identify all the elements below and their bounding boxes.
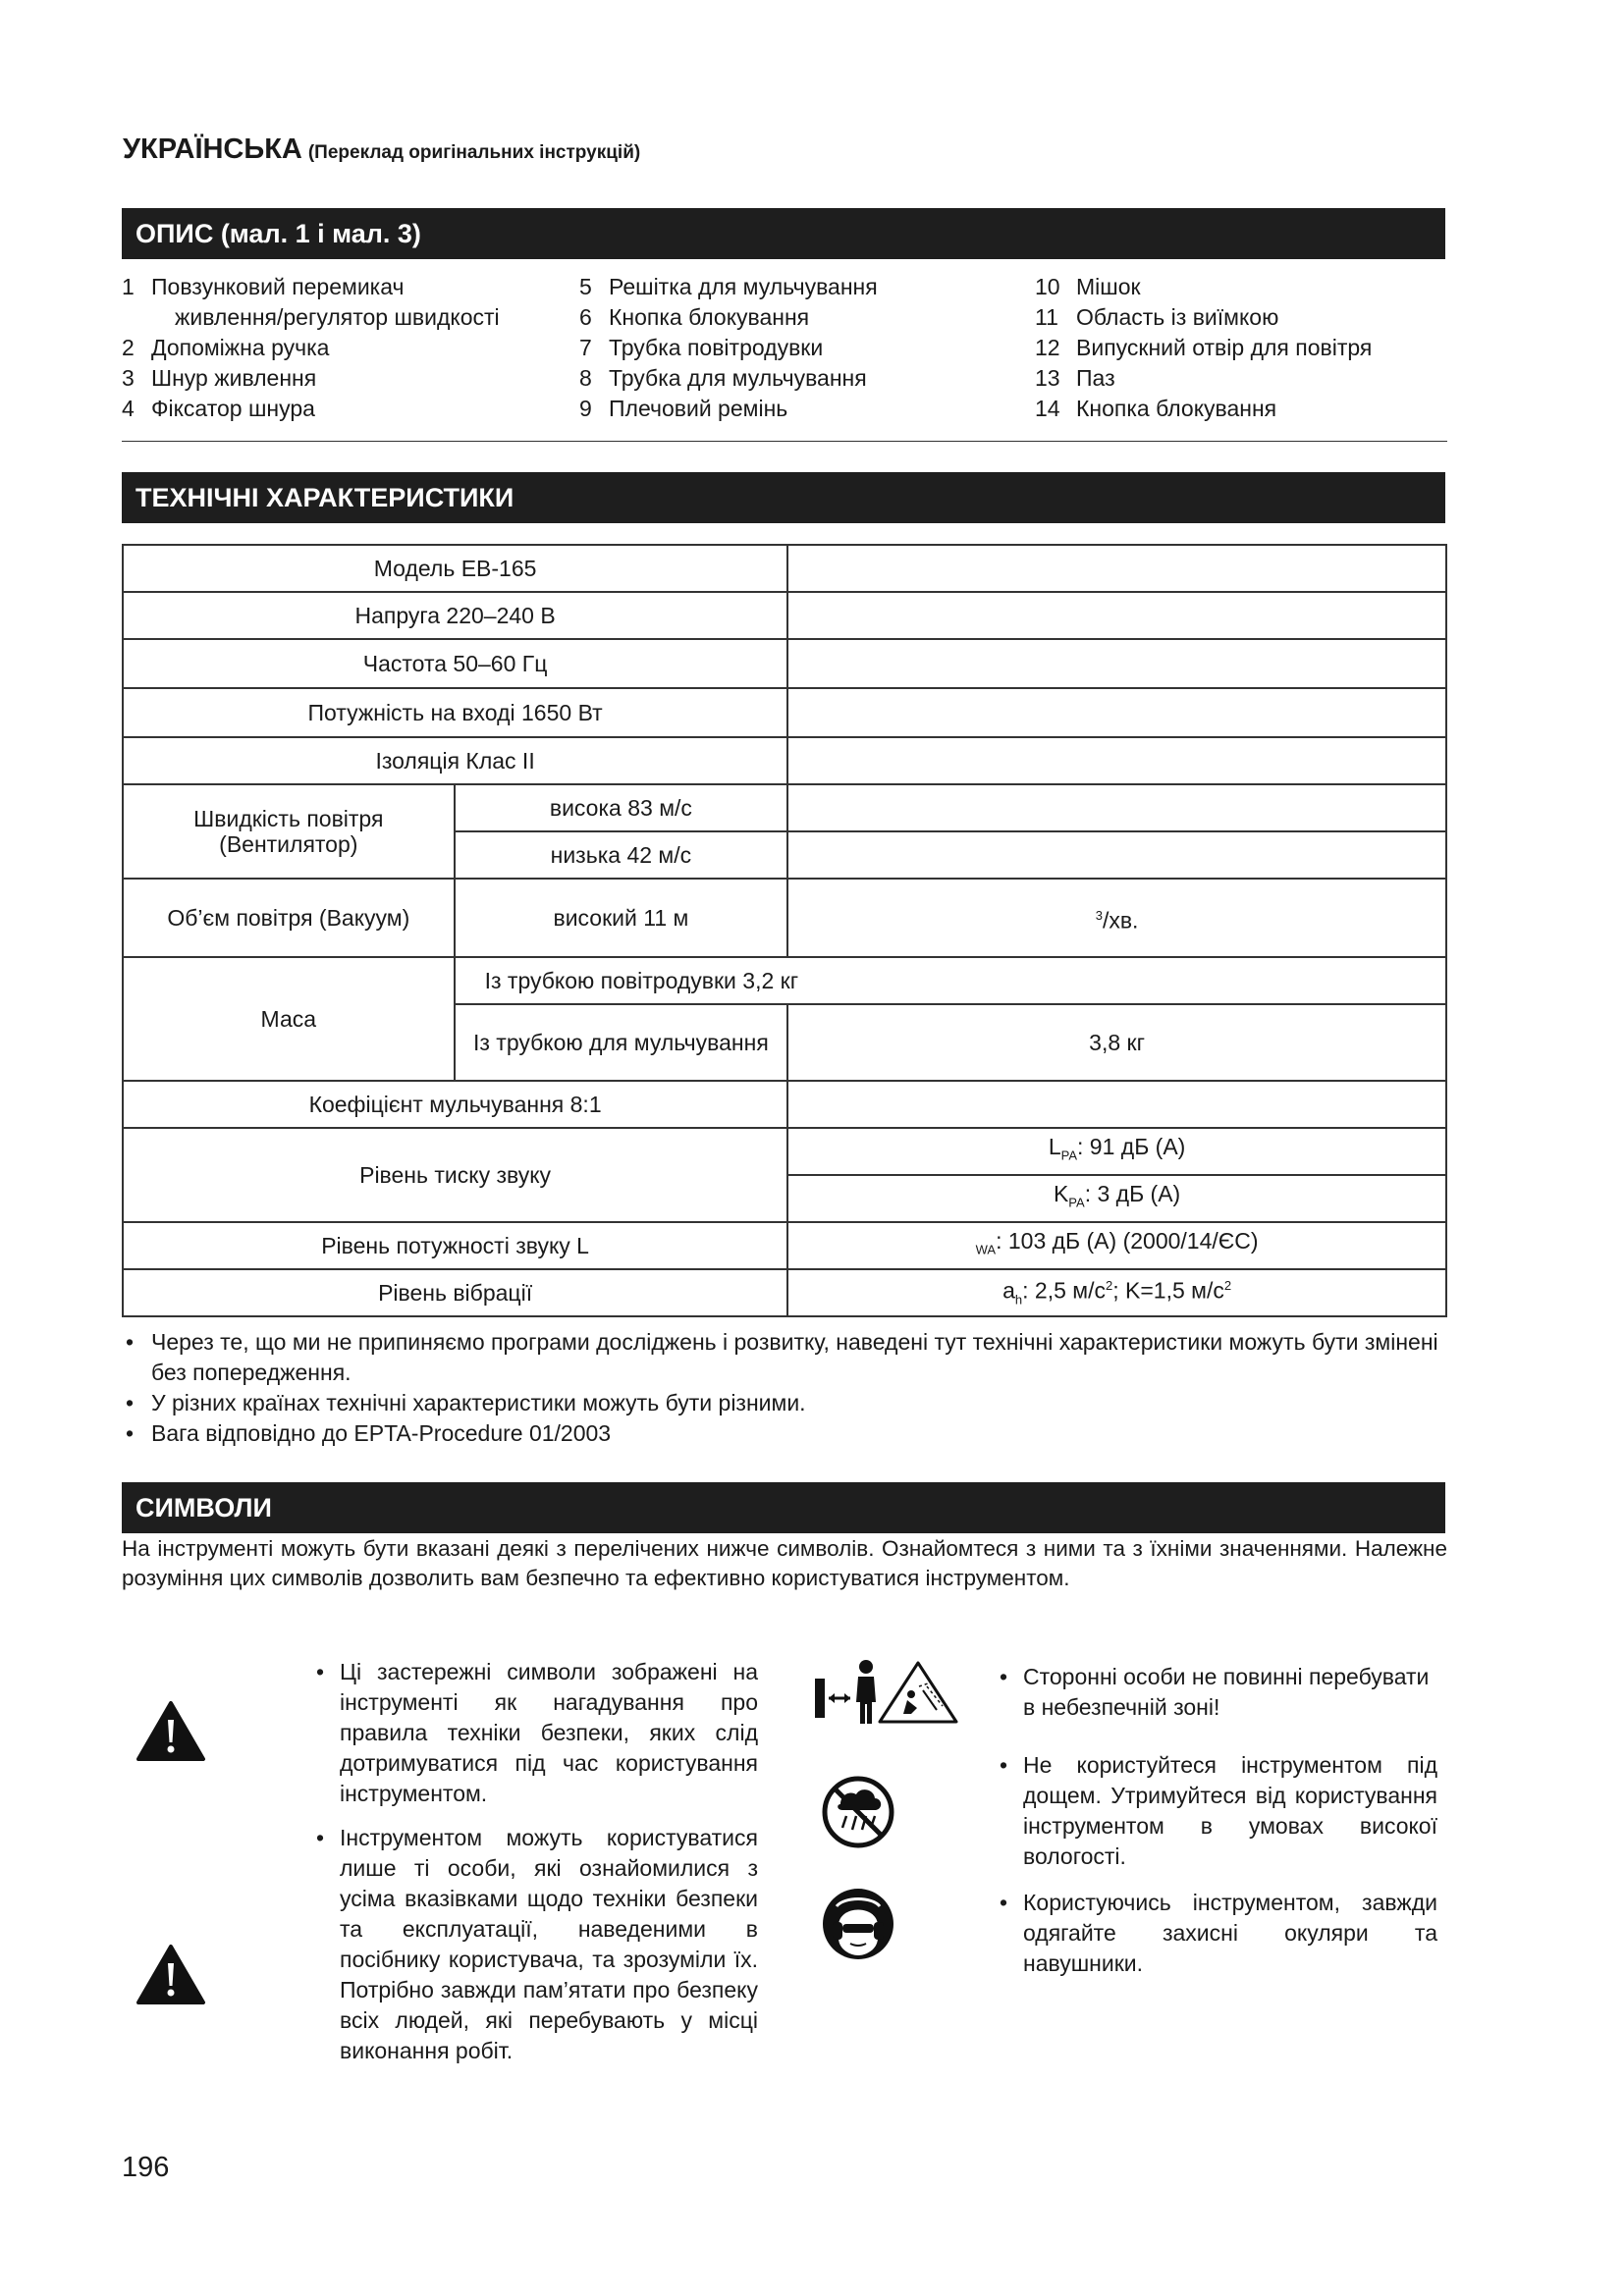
list-item: 6 Кнопка блокування [579,304,810,330]
spec-mass-blower: Із трубкою повітродувки 3,2 кг [455,957,1446,1004]
spec-air-speed-low: низька 42 м/с [455,831,788,879]
page-title [123,133,640,166]
spec-air-volume-unit: $^3$/хв. [787,879,1446,957]
list-item: • У різних країнах технічні характеристики можуть бути різними. [126,1390,806,1415]
table-row [123,639,1446,688]
list-item: • Інструментом можуть користуватися лише ті особи, які ознайомилися з усіма вказівками щодо техніки безпеки та експлуатації, наведеними в посібнику користувача, та зрозуміли їх. Потрібно завжди пам’ятати про безпеку всіх людей, які перебувають у місці виконання робіт. [316,1825,758,2063]
list-item: 13 Паз [1035,365,1115,391]
list-item: 10 Мішок [1035,274,1141,299]
spec-sound-pressure-label: Рівень тиску звуку [123,1128,787,1222]
warning-icon [135,1944,206,2006]
list-item: 5 Решітка для мульчування [579,274,878,299]
spec-air-volume-value: високий 11 м [455,879,788,957]
list-item: 3 Шнур живлення [122,365,317,391]
list-item: • Вага відповідно до EPTA-Procedure 01/2003 [126,1420,612,1446]
spec-lwa: $_{WA}$: 103 дБ (A) (2000/14/ЄС) [787,1222,1446,1269]
symbols-right-text [1000,1662,1437,1979]
list-item: 12 Випускний отвір для повітря [1035,335,1373,360]
table-row [123,879,1446,957]
page-number: 196 [122,2152,170,2183]
parts-list-col3 [1035,272,1372,424]
table-row [123,1128,1446,1175]
table-row [123,592,1446,639]
spec-mulch-ratio: Коефіцієнт мульчування 8:1 [123,1081,787,1128]
keep-distance-icon [813,1657,960,1728]
list-item: 4 Фіксатор шнура [122,396,315,421]
section-description-header: ОПИС (мал. 1 і мал. 3) [122,208,1445,259]
table-row [123,545,1446,592]
spec-air-speed-label: Швидкість повітря (Вентилятор) [123,784,455,879]
spec-frequency: Частота 50–60 Гц [123,639,787,688]
list-item: • Сторонні особи не повинні перебувати в небезпечній зоні! [1000,1664,1430,1720]
spec-air-volume-label: Об’єм повітря (Вакуум) [123,879,455,957]
list-item: 14 Кнопка блокування [1035,396,1277,421]
section-specs-header: ТЕХНІЧНІ ХАРАКТЕРИСТИКИ [122,472,1445,523]
spec-vibration-label: Рівень вібрації [123,1269,787,1316]
table-row [123,784,1446,831]
list-item: • Користуючись інструментом, завжди одягайте захисні окуляри та навушники. [1000,1890,1437,1976]
spec-vibration-value: $a_h$: 2,5 $м/с^2$; K=1,5 $м/с^2$ [787,1269,1446,1316]
subtitle: (Переклад оригінальних інструкцій) [307,142,641,163]
parts-list-col1 [122,272,500,424]
section-symbols-header: СИМВОЛИ [122,1482,1445,1533]
divider [122,441,1447,442]
table-row [123,1269,1446,1316]
table-row [123,737,1446,784]
list-item: 8 Трубка для мульчування [579,365,867,391]
list-item: 2 Допоміжна ручка [122,335,330,360]
spec-notes [122,1327,1457,1449]
spec-voltage: Напруга 220–240 В [123,592,787,639]
wear-eye-ear-protection-icon [821,1887,895,1961]
spec-power: Потужність на вході 1650 Вт [123,688,787,737]
table-row [123,957,1446,1004]
list-item: 1 Повзунковий перемикач [122,274,405,299]
spec-lpa: $L_{PA}$: 91 дБ (A) [787,1128,1446,1175]
specifications-table [122,544,1447,1317]
list-item: • Ці застережні символи зображені на інструменті як нагадування про правила техніки безпеки, яких слід дотримуватися під час користування інструментом. [316,1659,758,1806]
symbols-intro: На інструменті можуть бути вказані деякі з перелічених нижче символів. Ознайомтеся з ними та з їхніми значеннями. Належне розуміння цих символів дозволить вам безпечно та ефективно користуватися інструментом. [122,1536,1447,1590]
list-item: живлення/регулятор швидкості [175,304,500,330]
spec-kpa: $K_{PA}$: 3 дБ (A) [787,1175,1446,1222]
language-label: УКРАЇНСЬКА [123,133,302,165]
spec-air-speed-high: висока 83 м/с [455,784,788,831]
spec-mass-mulch-value: 3,8 кг [787,1004,1446,1081]
spec-insulation: Ізоляція Клас II [123,737,787,784]
list-item: • Через те, що ми не припиняємо програми досліджень і розвитку, наведені тут технічні характеристики можуть бути змінені без попередження. [126,1329,1438,1385]
parts-list-col2 [579,272,878,424]
list-item: • Не користуйтеся інструментом під дощем. Утримуйтеся від користування інструментом в умовах високої вологості. [1000,1752,1437,1869]
list-item: 9 Плечовий ремінь [579,396,788,421]
spec-mass-mulch-label: Із трубкою для мульчування [455,1004,788,1081]
spec-mass-label: Маса [123,957,455,1081]
list-item: 11 Область із виїмкою [1035,304,1279,330]
spec-sound-power-label: Рівень потужності звуку L [123,1222,787,1269]
table-row [123,1222,1446,1269]
table-row [123,688,1446,737]
warning-icon [135,1700,206,1763]
symbols-left-text [316,1657,758,2066]
list-item: 7 Трубка повітродувки [579,335,824,360]
spec-model: Модель EB-165 [123,545,787,592]
table-row [123,1081,1446,1128]
no-rain-icon [821,1775,895,1849]
